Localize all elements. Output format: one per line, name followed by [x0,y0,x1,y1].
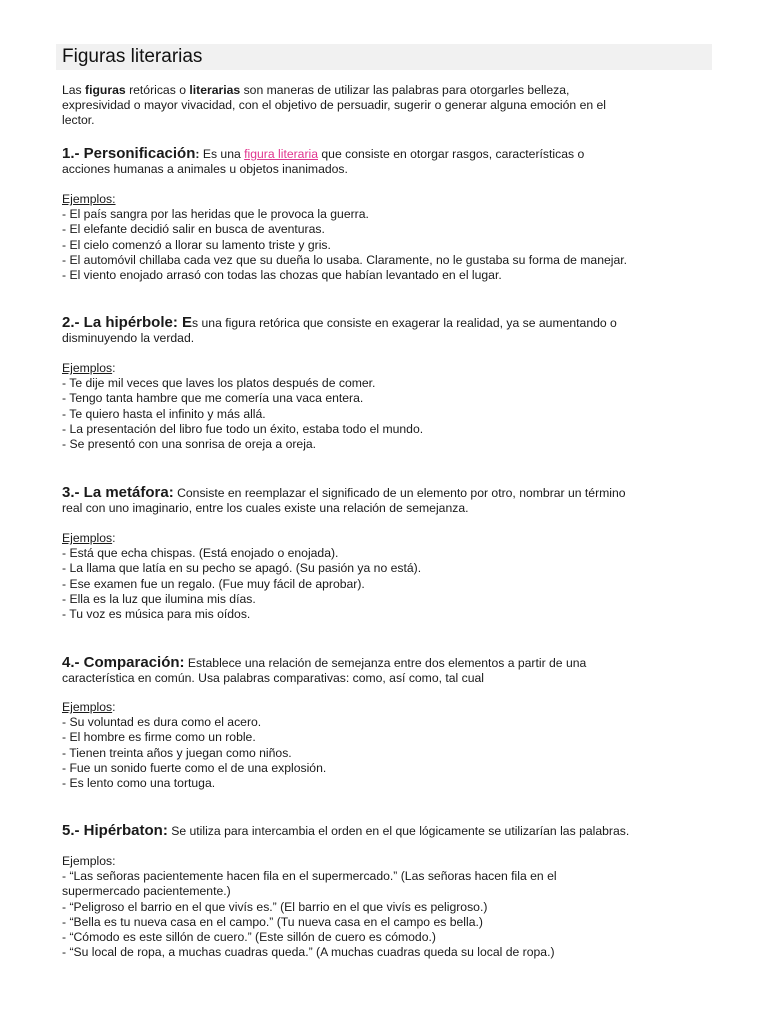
examples-hiperbole [62,361,722,452]
examples-label-line [62,361,722,376]
example-item: - “Las señoras pacientemente hacen fila en el supermercado.” (Las señoras hacen fila en el [62,869,557,884]
intro-paragraph [62,83,722,129]
example-item: - “Peligroso el barrio en el que vivís es.” (El barrio en el que vivís es peligroso.) [62,899,488,914]
example-item: - Ella es la luz que ilumina mis días. [62,591,256,606]
example-item: - La presentación del libro fue todo un éxito, estaba todo el mundo. [62,421,424,436]
example-item: - Su voluntad es dura como el acero. [62,715,262,730]
section-description-line-2: real con uno imaginario, entre los cuales existe una relación de semejanza. [62,501,469,516]
example-item: - El hombre es firme como un roble. [62,730,256,745]
examples-label: Ejemplos: [62,192,116,206]
example-item: - Tu voz es música para mis oídos. [62,607,251,622]
heading-colon: : [195,147,200,161]
examples-label: Ejemplos: [62,854,116,868]
section-description: Se utiliza para intercambia el orden en el que lógicamente se utilizarían las palabras. [167,824,630,838]
example-item: - Te dije mil veces que laves los platos después de comer. [62,376,376,391]
example-item: - El automóvil chillaba cada vez que su dueña lo usaba. Claramente, no le gustaba su forma de manejar. [62,252,628,267]
intro-line-2: expresividad o mayor vivacidad, con el objetivo de persuadir, sugerir o generar alguna emoción en el [62,98,607,113]
intro-bold-figuras: figuras [85,83,126,97]
examples-personificacion [62,192,722,283]
intro-text: retóricas o [125,83,190,97]
section-description: Es una [199,147,245,161]
example-item: - “Cómodo es este sillón de cuero.” (Este sillón de cuero es cómodo.) [62,930,436,945]
example-item: - “Bella es tu nueva casa en el campo.” (Tu nueva casa en el campo es bella.) [62,914,483,929]
examples-label: Ejemplos [62,531,113,545]
examples-label-line [62,531,722,546]
intro-text: Las [62,83,86,97]
example-item: supermercado pacientemente.) [62,884,231,899]
example-item: - Ese examen fue un regalo. (Fue muy fácil de aprobar). [62,576,365,591]
page-title: Figuras literarias [62,46,203,67]
examples-colon: : [112,700,116,714]
example-item: - Está que echa chispas. (Está enojado o enojada). [62,546,339,561]
example-item: - Fue un sonido fuerte como el de una explosión. [62,760,327,775]
examples-label: Ejemplos [62,361,113,375]
section-heading-line [62,823,722,839]
section-heading: 2.- La hipérbole: E [62,314,193,331]
example-item: - Tienen treinta años y juegan como niños. [62,745,292,760]
example-item: - El cielo comenzó a llorar su lamento triste y gris. [62,237,331,252]
section-heading-line [62,655,722,671]
examples-hiperbaton [62,854,722,960]
examples-label-line [62,700,722,715]
example-item: - Tengo tanta hambre que me comería una vaca entera. [62,391,364,406]
section-hiperbaton [62,823,722,839]
examples-comparacion [62,700,722,791]
section-heading: 1.- Personificación [62,145,196,162]
examples-label: Ejemplos [62,700,113,714]
section-hiperbole [62,315,722,346]
section-personificacion [62,146,722,177]
section-heading-line [62,146,722,162]
example-item: - La llama que latía en su pecho se apagó. (Su pasión ya no está). [62,561,422,576]
intro-bold-literarias: literarias [189,83,241,97]
example-item: - Se presentó con una sonrisa de oreja a oreja. [62,437,317,452]
example-item: - Te quiero hasta el infinito y más allá. [62,406,266,421]
section-description: Consiste en reemplazar el significado de un elemento por otro, nombrar un término [173,486,626,500]
figura-literaria-link[interactable]: figura literaria [244,147,318,161]
intro-text: son maneras de utilizar las palabras para otorgarles belleza, [240,83,570,97]
section-heading-line [62,485,722,501]
section-heading: 5.- Hipérbaton: [62,822,168,839]
example-item: - El viento enojado arrasó con todas las chozas que habían levantado en el lugar. [62,268,502,283]
section-description-line-2: acciones humanas a animales u objetos inanimados. [62,162,348,177]
section-description: s una figura retórica que consiste en exagerar la realidad, ya se aumentando o [192,316,617,330]
section-heading: 3.- La metáfora: [62,484,174,501]
section-description: que consiste en otorgar rasgos, características o [318,147,585,161]
example-item: - “Su local de ropa, a muchas cuadras queda.” (A muchas cuadras queda su local de ropa.) [62,945,555,960]
examples-metafora [62,531,722,622]
section-description-line-2: disminuyendo la verdad. [62,331,195,346]
section-metafora [62,485,722,516]
intro-line-1 [62,83,722,98]
example-item: - El elefante decidió salir en busca de aventuras. [62,222,325,237]
section-heading-line [62,315,722,331]
examples-colon: : [112,361,116,375]
example-item: - El país sangra por las heridas que le provoca la guerra. [62,207,369,222]
section-comparacion [62,655,722,686]
example-item: - Es lento como una tortuga. [62,776,216,791]
section-heading: 4.- Comparación: [62,654,185,671]
examples-colon: : [112,531,116,545]
section-description-line-2: característica en común. Usa palabras comparativas: como, así como, tal cual [62,671,485,686]
intro-line-3: lector. [62,113,95,128]
section-description: Establece una relación de semejanza entre dos elementos a partir de una [184,656,587,670]
